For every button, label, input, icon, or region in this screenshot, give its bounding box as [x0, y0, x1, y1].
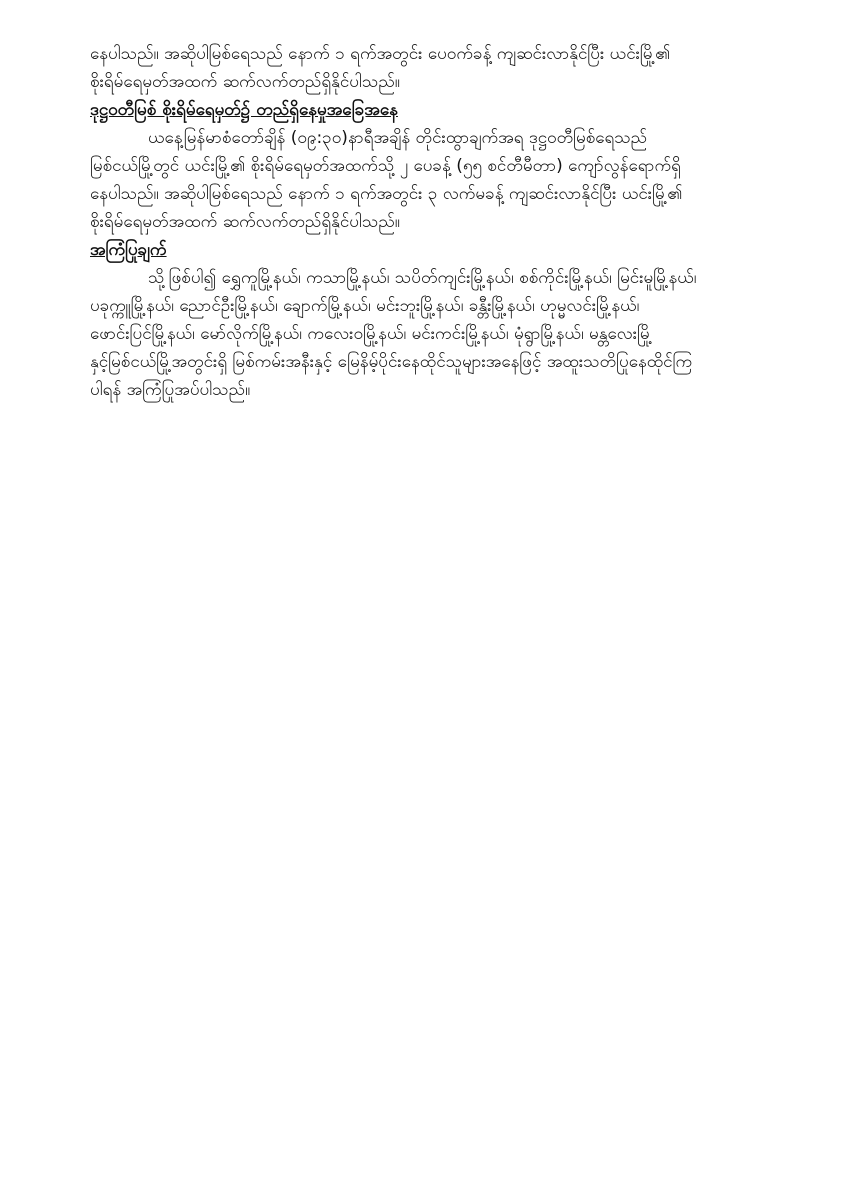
text-line: ပါရန် အကြံပြုအပ်ပါသည်။ — [90, 380, 251, 400]
document-page — [90, 40, 762, 404]
text-line: ဖောင်းပြင်မြို့နယ်၊ မော်လိုက်မြို့နယ်၊ ကလေးဝမြို့နယ်၊ မင်းကင်းမြို့နယ်၊ မုံရွာမြို့နယ်၊ မန္တလေးမြို့ — [90, 324, 653, 344]
paragraph-river-status — [90, 124, 762, 236]
section-heading-advice: အကြံပြုချက် — [90, 240, 167, 260]
text-line: ပခုက္ကူမြို့နယ်၊ ညောင်ဦးမြို့နယ်၊ ချောက်မြို့နယ်၊ မင်းဘူးမြို့နယ်၊ ခန္တီးမြို့နယ်၊ ဟုမ္မလင်းမြို့နယ်၊ — [90, 296, 640, 316]
text-line: နေပါသည်။ အဆိုပါမြစ်ရေသည် နောက် ၁ ရက်အတွင်း ၃ လက်မခန့် ကျဆင်းလာနိုင်ပြီး ယင်းမြို့၏ — [90, 184, 683, 204]
text-line: စိုးရိမ်ရေမှတ်အထက် ဆက်လက်တည်ရှိနိုင်ပါသည်။ — [90, 72, 400, 92]
section-heading-river-status: ဒုဋ္ဌဝတီမြစ် စိုးရိမ်ရေမှတ်၌ တည်ရှိနေမှုအခြေအနေ — [90, 100, 398, 120]
paragraph-advice — [90, 264, 762, 404]
text-line: နေပါသည်။ အဆိုပါမြစ်ရေသည် နောက် ၁ ရက်အတွင်း ပေ၀က်ခန့် ကျဆင်းလာနိုင်ပြီး ယင်းမြို့၏ — [90, 44, 671, 64]
text-line: ယနေ့မြန်မာစံတော်ချိန် (၀၉:၃၀)နာရီအချိန် တိုင်းထွာချက်အရ ဒုဋ္ဌဝတီမြစ်ရေသည် — [148, 128, 648, 148]
text-line: မြစ်ငယ်မြို့တွင် ယင်းမြို့၏ စိုးရိမ်ရေမှတ်အထက်သို့ ၂ ပေခန့် (၅၅ စင်တီမီတာ) ကျော်လွန်ရောက်ရှိ — [90, 156, 681, 176]
text-line: စိုးရိမ်ရေမှတ်အထက် ဆက်လက်တည်ရှိနိုင်ပါသည်။ — [90, 212, 400, 232]
text-line: သို့ဖြစ်ပါ၍ ရွှေကူမြို့နယ်၊ ကသာမြို့နယ်၊ သပိတ်ကျင်းမြို့နယ်၊ စစ်ကိုင်းမြို့နယ်၊ မြင်းမူမြို့နယ်၊ — [148, 268, 697, 288]
text-line: နှင့်မြစ်ငယ်မြို့အတွင်းရှိ မြစ်ကမ်းအနီးနှင့် မြေနိမ့်ပိုင်းနေထိုင်သူများအနေဖြင့် အထူးသတိပြုနေထိုင်ကြ — [90, 352, 693, 372]
paragraph-continuation — [90, 40, 762, 96]
